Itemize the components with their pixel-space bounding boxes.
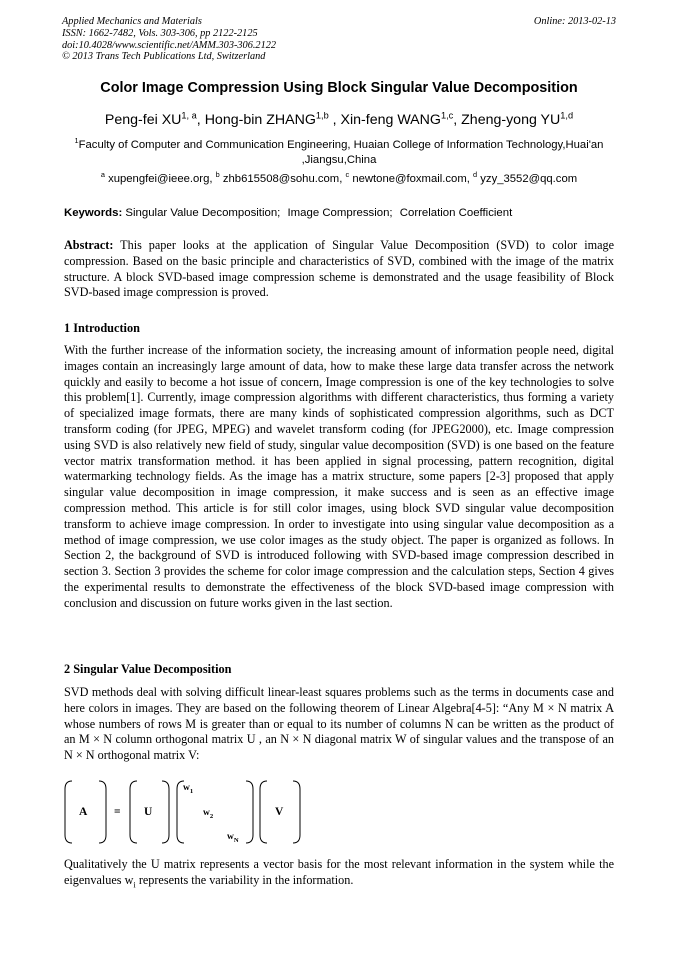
abstract-label: Abstract: — [64, 238, 114, 252]
singular-value-wn — [227, 832, 239, 844]
email-address: xupengfei@ieee.org, — [108, 173, 216, 185]
email-list — [30, 170, 648, 185]
abstract — [64, 238, 614, 301]
journal-doi: doi:10.4028/www.scientific.net/AMM.303-306.2122 — [62, 39, 277, 51]
email-mark: c — [345, 170, 350, 180]
matrix-brackets — [64, 779, 384, 845]
keyword: Correlation Coefficient — [399, 207, 513, 219]
bracket-a-left — [65, 781, 72, 843]
email-address: yzy_3552@qq.com — [480, 173, 578, 185]
author-separator: , — [196, 112, 205, 128]
singular-value-w1 — [183, 783, 193, 795]
email-address: zhb615508@sohu.com, — [222, 173, 346, 185]
matrix-a-label: A — [79, 806, 88, 818]
svd-matrix-equation — [64, 779, 384, 845]
email-mark: d — [473, 170, 478, 180]
email-mark: a — [100, 170, 105, 180]
affiliation — [70, 138, 608, 167]
affiliation-mark: 1 — [74, 136, 79, 146]
closing-text-a: Qualitatively the U matrix represents a vector basis for the most relevant information in the system while the eigenvalues w — [64, 857, 614, 887]
bracket-v-right — [293, 781, 300, 843]
bracket-u-left — [130, 781, 137, 843]
author-separator: , — [453, 112, 462, 128]
author-name: Xin-feng WANG — [340, 112, 441, 128]
w-subscript: 1 — [189, 787, 194, 795]
affiliation-text: Faculty of Computer and Communication Engineering, Huaian College of Information Technology,Huai'an ,Jiangsu,China — [78, 139, 604, 166]
paper-title: Color Image Compression Using Block Singular Value Decomposition — [100, 80, 578, 96]
w-subscript: 2 — [209, 812, 214, 820]
introduction-text: With the further increase of the information society, the increasing amount of information people need, digital images contain an increasingly large amount of data, how to make these large data transfer across the network quickly and easily to become a hot issue of concern, Image compression is one of the key technologies to solve this problem[1]. Currently, image compression algorithms with different characteristics, thus forming a variety of specialized image formats, there are many kinds of sophisticated compression algorithms, such as DCT transform coding (for JPEG, MPEG) and wavelet transform coding (for JPEG2000), etc. Image compression using SVD is also relatively new field of study, singular value decomposition (SVD) is one based on the feature vector matrix transformation method. it has been applied in signal processing, pattern recognition, digital watermarking technology fields. As the image has a matrix structure, some papers [2-3] proposed that apply singular value decomposition in image compression, it make success and is seen as an effective image compression method. This article is for still color images, using block SVD singular value decomposition transform to achieve image compression. In order to investigate into using singular value decomposition as a method of image compression, we use color images as the study object. The paper is organized as follows. In Section 2, the background of SVD is introduced following with SVD-based image compression described in section 3. Section 3 provides the scheme for color image compression and the calculation steps, Section 4 gives the experimental results to demonstrate the effectiveness of the block SVD-based image compression with conclusion and discussion on future works given in the last section. — [64, 343, 614, 610]
journal-issn: ISSN: 1662-7482, Vols. 303-306, pp 2122-2125 — [62, 27, 258, 39]
keywords-label: Keywords: — [64, 207, 123, 219]
keyword: Singular Value Decomposition; — [125, 207, 281, 219]
journal-name: Applied Mechanics and Materials — [62, 16, 202, 27]
abstract-text: This paper looks at the application of Singular Value Decomposition (SVD) to color image compression. Based on the basic principle and characteristics of SVD, combined with the image of the matrix structure. A block SVD-based image compression scheme is demonstrated and the usage feasibility of Block SVD-based image compression is proved. — [64, 238, 614, 300]
w-symbol: w — [183, 783, 190, 793]
bracket-a-right — [99, 781, 106, 843]
section-heading-svd: 2 Singular Value Decomposition — [64, 662, 232, 676]
eigenvalue-subscript: i — [133, 879, 136, 890]
bracket-w-right — [246, 781, 253, 843]
author-name: Hong-bin ZHANG — [204, 112, 316, 128]
author-name: Zheng-yong YU — [461, 112, 561, 128]
author-list — [30, 112, 648, 128]
closing-text-b: represents the variability in the information. — [135, 872, 354, 887]
equals-sign: = — [114, 806, 121, 818]
author-separator: , — [328, 112, 341, 128]
email-address: newtone@foxmail.com, — [352, 173, 474, 185]
w-subscript: N — [233, 836, 239, 844]
author-affil-mark: 1, a — [181, 110, 197, 121]
svd-text: SVD methods deal with solving difficult linear-least squares problems such as the terms in documents case and here colors in images. They are based on the following theorem of Linear Algebra[4-5]: “Any M × N matrix A whose numbers of rows M is greater than or equal to its number of columns N can be written as the product of an M × N column orthogonal matrix U , an N × N diagonal matrix W of singular values and the transpose of an N × N orthogonal matrix V: — [64, 685, 614, 763]
section-heading-introduction: 1 Introduction — [64, 321, 140, 335]
author-affil-mark: 1,d — [560, 110, 574, 121]
bracket-v-left — [260, 781, 267, 843]
w-symbol: w — [227, 832, 234, 842]
online-date: Online: 2013-02-13 — [533, 16, 616, 27]
keyword: Image Compression; — [287, 207, 393, 219]
matrix-u-label: U — [144, 806, 153, 818]
author-affil-mark: 1,b — [315, 110, 329, 121]
author-affil-mark: 1,c — [440, 110, 454, 121]
author-name: Peng-fei XU — [104, 112, 182, 128]
matrix-v-label: V — [275, 806, 284, 818]
email-mark: b — [215, 170, 220, 180]
w-symbol: w — [203, 808, 210, 818]
singular-value-w2 — [203, 808, 213, 820]
bracket-u-right — [162, 781, 169, 843]
closing-text — [64, 857, 614, 893]
keywords — [64, 207, 624, 219]
journal-copyright: © 2013 Trans Tech Publications Ltd, Switzerland — [62, 51, 266, 63]
journal-header — [62, 16, 616, 63]
